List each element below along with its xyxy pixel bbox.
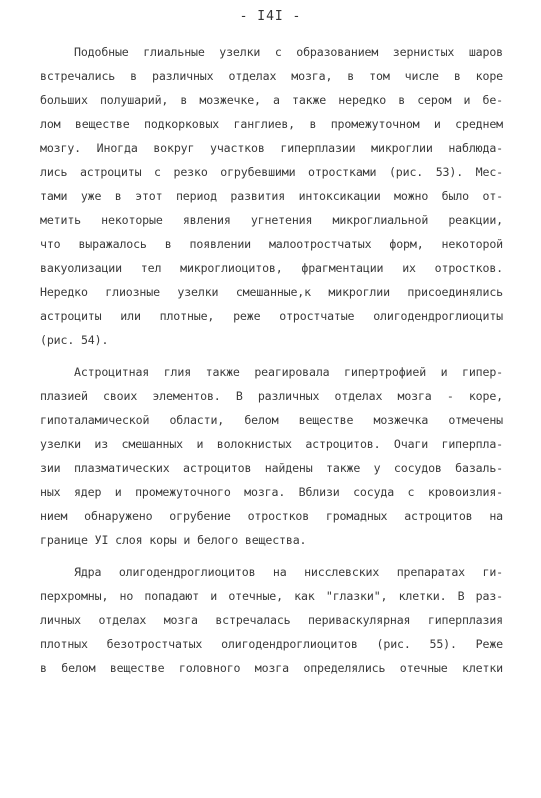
text-line: вакуолизации тел микроглиоцитов, фрагментации их отростков. — [40, 261, 503, 275]
text-line: мозгу. Иногда вокруг участков гиперплазии микроглии наблюда- — [40, 141, 503, 155]
text-line: лись астроциты с резко огрубевшими отростками (рис. 53). Мес- — [40, 165, 503, 179]
text-line: что выражалось в появлении малоотростчатых форм, некоторой — [40, 237, 503, 251]
text-line: встречались в различных отделах мозга, в том числе в коре — [40, 69, 503, 83]
text-line: гипоталамической области, белом веществе мозжечка отмечены — [40, 413, 503, 427]
text-line: Ядра олигодендроглиоцитов на нисслевских препаратах ги- — [74, 565, 503, 579]
text-line: лом веществе подкорковых ганглиев, в промежуточном и среднем — [40, 117, 503, 131]
text-line: узелки из смешанных и волокнистых астроцитов. Очаги гиперпла- — [40, 437, 503, 451]
text-line: нием обнаружено огрубение отростков громадных астроцитов на — [40, 509, 503, 523]
text-line: в белом веществе головного мозга определялись отечные клетки — [40, 661, 503, 675]
text-line: перхромны, но попадают и отечные, как "глазки", клетки. В раз- — [40, 589, 503, 603]
text-line: астроциты или плотные, реже отростчатые олигодендроглиоциты — [40, 309, 503, 323]
page-number: - I4I - — [239, 9, 302, 24]
text-line: метить некоторые явления угнетения микроглиальной реакции, — [40, 213, 503, 227]
text-line: Астроцитная глия также реагировала гипертрофией и гипер- — [74, 365, 503, 379]
text-line: (рис. 54). — [40, 333, 109, 347]
text-line: больших полушарий, в мозжечке, а также нередко в сером и бе- — [40, 93, 503, 107]
text-line: плотных безотростчатых олигодендроглиоцитов (рис. 55). Реже — [40, 637, 503, 651]
text-line: Нередко глиозные узелки смешанные,к микроглии присоединялись — [40, 285, 503, 299]
text-line: границе УI слоя коры и белого вещества. — [40, 533, 307, 547]
text-line: личных отделах мозга встречалась периваскулярная гиперплазия — [40, 613, 503, 627]
text-line: тами уже в этот период развития интоксикации можно было от- — [40, 189, 503, 203]
body-text — [40, 40, 503, 680]
paragraph-3 — [40, 560, 503, 680]
text-line: ных ядер и промежуточного мозга. Вблизи сосуда с кровоизлия- — [40, 485, 503, 499]
text-line: Подобные глиальные узелки с образованием зернистых шаров — [74, 45, 503, 59]
text-line: плазией своих элементов. В различных отделах мозга - коре, — [40, 389, 503, 403]
text-line: зии плазматических астроцитов найдены также у сосудов базаль- — [40, 461, 503, 475]
paragraph-1 — [40, 40, 503, 352]
paragraph-2 — [40, 360, 503, 552]
